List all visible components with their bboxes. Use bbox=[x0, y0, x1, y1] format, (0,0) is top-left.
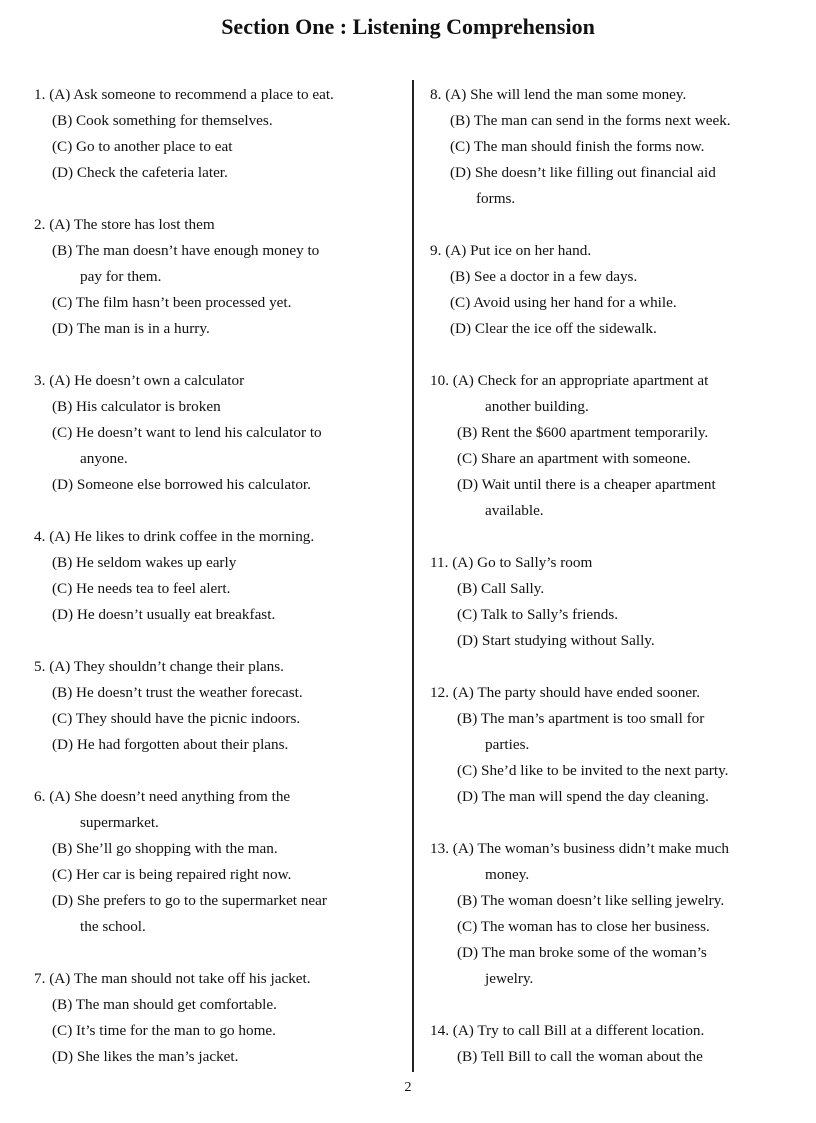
option-c: (C) The man should finish the forms now. bbox=[450, 138, 705, 155]
page-title: Section One : Listening Comprehension bbox=[221, 14, 595, 39]
question-2 bbox=[34, 212, 402, 342]
option-a: (A) Ask someone to recommend a place to eat. bbox=[49, 86, 334, 103]
option-c: (C) It’s time for the man to go home. bbox=[52, 1022, 276, 1039]
option-c: (C) They should have the picnic indoors. bbox=[52, 710, 301, 727]
option-b: (B) She’ll go shopping with the man. bbox=[52, 840, 278, 857]
option-d-continued: jewelry. bbox=[485, 970, 534, 987]
option-c: (C) Go to another place to eat bbox=[52, 138, 233, 155]
option-b: (B) See a doctor in a few days. bbox=[450, 268, 638, 285]
question-number: 3. bbox=[34, 372, 46, 389]
left-column bbox=[34, 82, 402, 1096]
question-line bbox=[34, 654, 402, 680]
option-c: (C) Her car is being repaired right now. bbox=[52, 866, 292, 883]
question-4 bbox=[34, 524, 402, 628]
option-d-continued: the school. bbox=[80, 918, 146, 935]
option-a-continued: money. bbox=[485, 866, 530, 883]
question-line bbox=[430, 1018, 802, 1044]
question-line bbox=[430, 836, 802, 862]
question-number: 5. bbox=[34, 658, 46, 675]
option-a: (A) She doesn’t need anything from the bbox=[49, 788, 291, 805]
option-b: (B) The woman doesn’t like selling jewelry. bbox=[457, 892, 725, 909]
option-a-continued: another building. bbox=[485, 398, 589, 415]
option-c: (C) The film hasn’t been processed yet. bbox=[52, 294, 292, 311]
option-b: (B) Tell Bill to call the woman about the bbox=[457, 1048, 703, 1065]
option-c: (C) Avoid using her hand for a while. bbox=[450, 294, 677, 311]
question-1 bbox=[34, 82, 402, 186]
question-line bbox=[34, 368, 402, 394]
question-line bbox=[34, 82, 402, 108]
question-line bbox=[34, 212, 402, 238]
option-d: (D) Clear the ice off the sidewalk. bbox=[450, 320, 657, 337]
option-c: (C) Share an apartment with someone. bbox=[457, 450, 691, 467]
column-divider bbox=[412, 80, 414, 1072]
question-line bbox=[34, 524, 402, 550]
option-d: (D) The man is in a hurry. bbox=[52, 320, 210, 337]
option-a: (A) The woman’s business didn’t make much bbox=[452, 840, 729, 857]
option-c: (C) He doesn’t want to lend his calculator to bbox=[52, 424, 322, 441]
question-number: 2. bbox=[34, 216, 46, 233]
option-d: (D) The man broke some of the woman’s bbox=[457, 944, 707, 961]
option-b: (B) His calculator is broken bbox=[52, 398, 221, 415]
question-number: 6. bbox=[34, 788, 46, 805]
option-d: (D) He had forgotten about their plans. bbox=[52, 736, 289, 753]
question-9 bbox=[430, 238, 802, 342]
option-a: (A) Go to Sally’s room bbox=[452, 554, 593, 571]
option-a: (A) She will lend the man some money. bbox=[445, 86, 687, 103]
option-d: (D) The man will spend the day cleaning. bbox=[457, 788, 709, 805]
question-line bbox=[34, 966, 402, 992]
option-b: (B) He seldom wakes up early bbox=[52, 554, 237, 571]
question-line bbox=[430, 82, 802, 108]
option-a: (A) Check for an appropriate apartment at bbox=[452, 372, 709, 389]
option-b: (B) The man doesn’t have enough money to bbox=[52, 242, 320, 259]
question-number: 11. bbox=[430, 554, 449, 571]
option-a: (A) He likes to drink coffee in the morning. bbox=[49, 528, 315, 545]
option-c: (C) The woman has to close her business. bbox=[457, 918, 710, 935]
option-d: (D) Wait until there is a cheaper apartment bbox=[457, 476, 716, 493]
question-8 bbox=[430, 82, 802, 212]
option-b-continued: parties. bbox=[485, 736, 530, 753]
option-d: (D) She prefers to go to the supermarket near bbox=[52, 892, 327, 909]
option-b: (B) The man can send in the forms next week. bbox=[450, 112, 731, 129]
question-number: 7. bbox=[34, 970, 46, 987]
question-number: 8. bbox=[430, 86, 442, 103]
option-c-continued: anyone. bbox=[80, 450, 128, 467]
question-number: 4. bbox=[34, 528, 46, 545]
option-b: (B) Cook something for themselves. bbox=[52, 112, 273, 129]
question-number: 9. bbox=[430, 242, 442, 259]
question-line bbox=[430, 368, 802, 394]
right-column bbox=[430, 82, 802, 1096]
question-12 bbox=[430, 680, 802, 810]
option-d: (D) Check the cafeteria later. bbox=[52, 164, 228, 181]
question-3 bbox=[34, 368, 402, 498]
question-line bbox=[430, 550, 802, 576]
option-a: (A) The party should have ended sooner. bbox=[452, 684, 701, 701]
option-a: (A) Put ice on her hand. bbox=[445, 242, 592, 259]
option-b: (B) The man’s apartment is too small for bbox=[457, 710, 705, 727]
option-a: (A) The store has lost them bbox=[49, 216, 215, 233]
option-b: (B) Rent the $600 apartment temporarily. bbox=[457, 424, 709, 441]
option-b: (B) The man should get comfortable. bbox=[52, 996, 277, 1013]
option-c: (C) She’d like to be invited to the next party. bbox=[457, 762, 729, 779]
question-line bbox=[34, 784, 402, 810]
question-14 bbox=[430, 1018, 802, 1070]
question-10 bbox=[430, 368, 802, 524]
option-a: (A) They shouldn’t change their plans. bbox=[49, 658, 284, 675]
option-a: (A) He doesn’t own a calculator bbox=[49, 372, 245, 389]
option-c: (C) Talk to Sally’s friends. bbox=[457, 606, 619, 623]
page-number: 2 bbox=[404, 1080, 412, 1095]
question-number: 14. bbox=[430, 1022, 449, 1039]
option-d: (D) Someone else borrowed his calculator. bbox=[52, 476, 311, 493]
option-b: (B) He doesn’t trust the weather forecast. bbox=[52, 684, 303, 701]
option-d: (D) She likes the man’s jacket. bbox=[52, 1048, 239, 1065]
question-13 bbox=[430, 836, 802, 992]
option-a: (A) The man should not take off his jacket. bbox=[49, 970, 311, 987]
question-number: 13. bbox=[430, 840, 449, 857]
question-6 bbox=[34, 784, 402, 940]
option-b: (B) Call Sally. bbox=[457, 580, 545, 597]
question-number: 10. bbox=[430, 372, 449, 389]
question-line bbox=[430, 680, 802, 706]
question-5 bbox=[34, 654, 402, 758]
option-b-continued: pay for them. bbox=[80, 268, 162, 285]
option-d-continued: available. bbox=[485, 502, 544, 519]
option-a-continued: supermarket. bbox=[80, 814, 159, 831]
question-number: 12. bbox=[430, 684, 449, 701]
option-d: (D) She doesn’t like filling out financial aid bbox=[450, 164, 716, 181]
option-a: (A) Try to call Bill at a different location. bbox=[452, 1022, 705, 1039]
question-11 bbox=[430, 550, 802, 654]
option-d: (D) Start studying without Sally. bbox=[457, 632, 655, 649]
question-7 bbox=[34, 966, 402, 1070]
question-number: 1. bbox=[34, 86, 46, 103]
option-d: (D) He doesn’t usually eat breakfast. bbox=[52, 606, 276, 623]
option-d-continued: forms. bbox=[476, 190, 516, 207]
option-c: (C) He needs tea to feel alert. bbox=[52, 580, 231, 597]
question-line bbox=[430, 238, 802, 264]
